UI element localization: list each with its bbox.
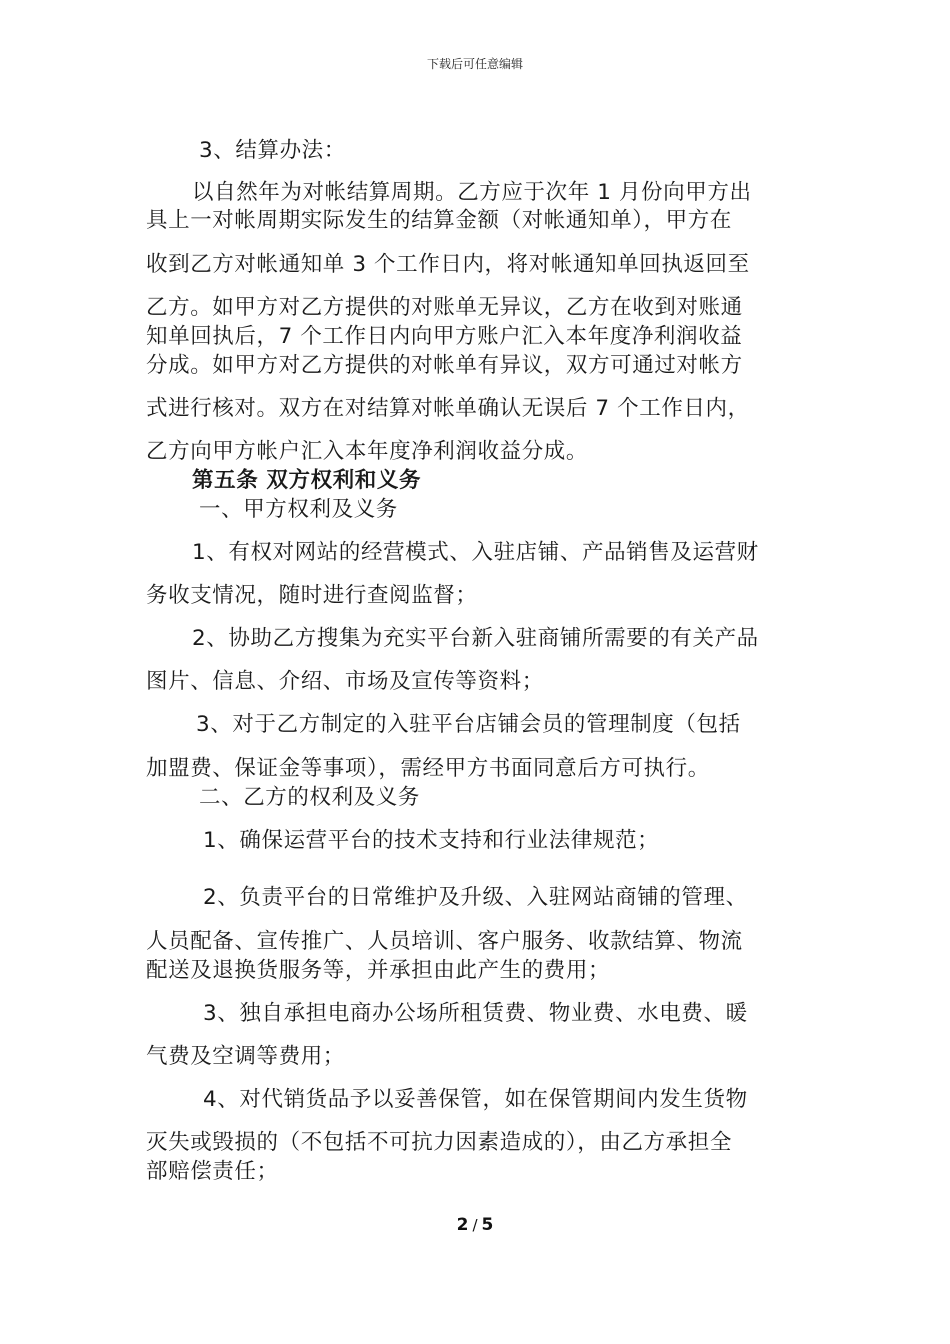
subsection-heading-party-b: 二、乙方的权利及义务 <box>199 785 421 810</box>
paragraph-line: 以自然年为对帐结算周期。乙方应于次年 1 月份向甲方出 <box>192 180 752 205</box>
paragraph-line: 乙方。如甲方对乙方提供的对账单无异议，乙方在收到对账通 <box>146 295 743 320</box>
paragraph-line: 4、对代销货品予以妥善保管，如在保管期间内发生货物 <box>203 1087 748 1112</box>
paragraph-line: 1、有权对网站的经营模式、入驻店铺、产品销售及运营财 <box>192 540 759 565</box>
paragraph-line: 灭失或毁损的（不包括不可抗力因素造成的），由乙方承担全 <box>146 1130 732 1155</box>
paragraph-line: 乙方向甲方帐户汇入本年度净利润收益分成。 <box>146 439 589 464</box>
paragraph-line: 收到乙方对帐通知单 3 个工作日内，将对帐通知单回执返回至 <box>146 252 750 277</box>
paragraph-line: 3、独自承担电商办公场所租赁费、物业费、水电费、暖 <box>203 1001 748 1026</box>
section-heading-settlement: 3、结算办法： <box>199 138 346 163</box>
paragraph-line: 具上一对帐周期实际发生的结算金额（对帐通知单），甲方在 <box>146 208 732 233</box>
paragraph-line: 3、对于乙方制定的入驻平台店铺会员的管理制度（包括 <box>196 712 741 737</box>
paragraph-line: 人员配备、宣传推广、人员培训、客户服务、收款结算、物流 <box>146 929 743 954</box>
paragraph-line: 知单回执后，7 个工作日内向甲方账户汇入本年度净利润收益 <box>146 324 743 349</box>
paragraph-line: 气费及空调等费用； <box>146 1044 345 1069</box>
current-page: 2 <box>456 1215 469 1235</box>
paragraph-line: 部赔偿责任； <box>146 1159 279 1184</box>
page-separator: / <box>472 1216 478 1234</box>
subsection-heading-party-a: 一、甲方权利及义务 <box>199 497 398 522</box>
paragraph-line: 分成。如甲方对乙方提供的对帐单有异议，双方可通过对帐方 <box>146 353 743 378</box>
paragraph-line: 务收支情况，随时进行查阅监督； <box>146 583 478 608</box>
page-header: 下载后可任意编辑 <box>426 57 523 71</box>
paragraph-line: 1、确保运营平台的技术支持和行业法律规范； <box>203 828 660 853</box>
total-pages: 5 <box>481 1215 494 1235</box>
paragraph-line: 2、协助乙方搜集为充实平台新入驻商铺所需要的有关产品 <box>192 626 759 651</box>
paragraph-line: 配送及退换货服务等，并承担由此产生的费用； <box>146 958 611 983</box>
paragraph-line: 加盟费、保证金等事项），需经甲方书面同意后方可执行。 <box>146 756 710 781</box>
paragraph-line: 图片、信息、介绍、市场及宣传等资料； <box>146 669 544 694</box>
page-number <box>0 1214 950 1236</box>
paragraph-line: 2、负责平台的日常维护及升级、入驻网站商铺的管理、 <box>203 885 748 910</box>
paragraph-line: 式进行核对。双方在对结算对帐单确认无误后 7 个工作日内， <box>146 396 750 421</box>
article-heading: 第五条 双方权利和义务 <box>192 468 422 493</box>
